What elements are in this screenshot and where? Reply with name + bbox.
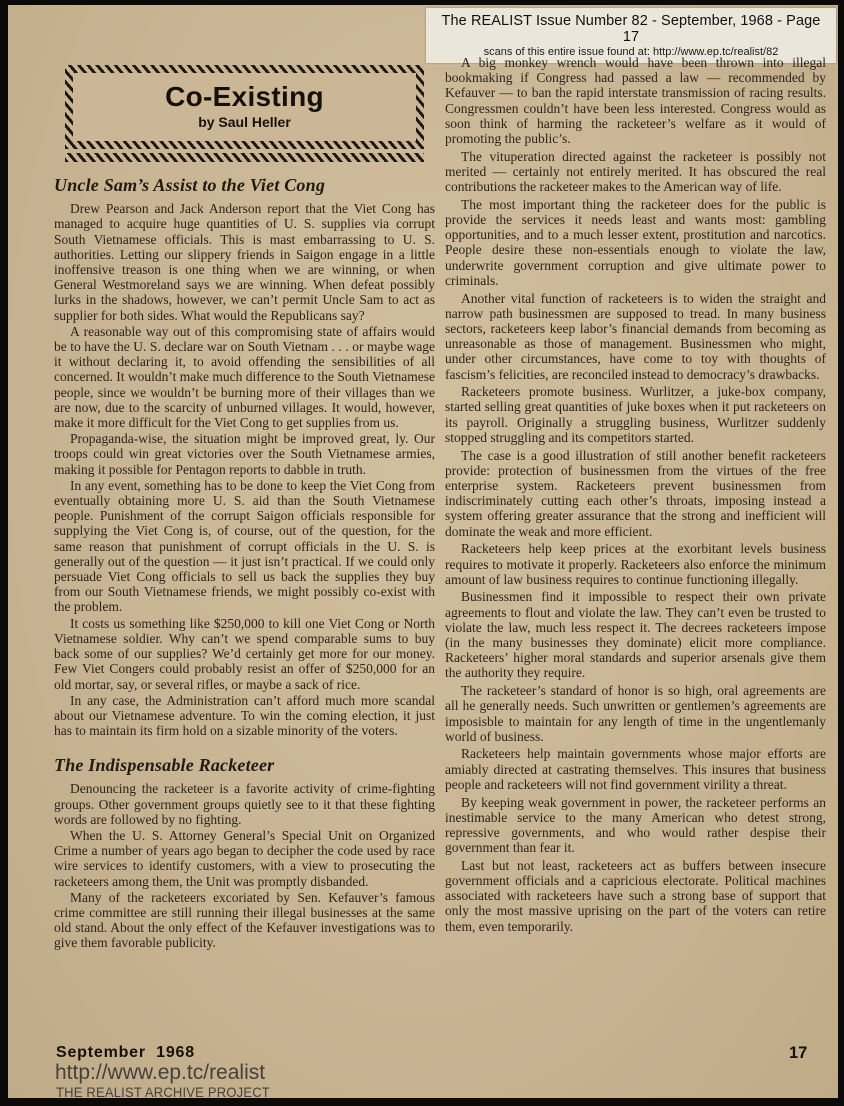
paragraph: The case is a good illustration of still another benefit racketeers provide: protection of businessmen from the virtues of the free enterprise system. Racketeers prevent businessmen from indiscriminately cutting each other’s throats, imposing instead a system offering greater assurance that the strong and inefficient will dominate the weak and more efficient. bbox=[445, 447, 826, 539]
decorative-striped-rule bbox=[65, 153, 424, 162]
paragraph: By keeping weak government in power, the racketeer performs an inestimable service to the many American who detest strong, repressive governments, and who would rather despise their government than fear it. bbox=[445, 794, 826, 856]
section-heading-indispensable-racketeer: The Indispensable Racketeer bbox=[54, 755, 275, 776]
paragraph: Denouncing the racketeer is a favorite activity of crime-fighting groups. Other government groups quietly see to it that these fighting words are followed by no fighting. bbox=[54, 781, 435, 827]
archive-url: http://www.ep.tc/realist bbox=[55, 1061, 266, 1084]
paragraph: A reasonable way out of this compromising state of affairs would be to have the U. S. declare war on South Vietnam . . . or maybe wage it without declaring it, to avoid offending the sensibilities of all concerned. It wouldn’t make much difference to the South Vietnamese people, since we wouldn’t be burning more of their villages than we are now, due to the scarcity of unburned villages. It would, however, make it more difficult for the Viet Cong to get supplies from us. bbox=[54, 323, 435, 431]
paragraph: Racketeers help keep prices at the exorbitant levels business requires to motivate it properly. Racketeers also enforce the minimum amount of law business requires to continue functioning illegally. bbox=[445, 541, 826, 587]
article-byline: by Saul Heller bbox=[198, 114, 291, 130]
paragraph: Another vital function of racketeers is to widen the straight and narrow path businessmen are supposed to tread. In many business sectors, racketeers keep labor’s financial demands from becoming as unreasonable as those of management. Businessmen who might, under other circumstances, have come to toy with thoughts of fascism’s felicities, are reconciled instead to democracy’s drawbacks. bbox=[445, 290, 826, 382]
right-column bbox=[445, 55, 826, 936]
scan-header-title: The REALIST Issue Number 82 - September, 1968 - Page 17 bbox=[441, 13, 821, 45]
left-column bbox=[54, 61, 435, 952]
paragraph: It costs us something like $250,000 to kill one Viet Cong or North Vietnamese soldier. Why can’t we spend comparable sums to buy back some of our supplies? We’d certainly get more for our money. Few Viet Congers could probably resist an offer of $250,000 for an old mortar, say, or several rifles, or maybe a sack of rice. bbox=[54, 615, 435, 692]
paragraph: A big monkey wrench would have been thrown into illegal bookmaking if Congress had passed a law — recommended by Kefauver — to ban the rapid interstate transmission of racing results. Congressmen couldn’t have been less interested. Congress would as soon think of harming the racketeer’s welfare as it would of promoting the public’s. bbox=[445, 55, 826, 147]
paragraph: The vituperation directed against the racketeer is possibly not merited — certainly not entirely merited. It has obscured the real contributions the racketeer makes to the American way of life. bbox=[445, 148, 826, 195]
paragraph: Many of the racketeers excoriated by Sen. Kefauver’s famous crime committee are still running their illegal businesses at the same old stand. About the only effect of the Kefauver investigations was to give them favorable publicity. bbox=[54, 889, 435, 951]
paragraph: Drew Pearson and Jack Anderson report that the Viet Cong has managed to acquire huge quantities of U. S. supplies via corrupt South Vietnamese officials. This is mast embarrassing to U. S. authorities. Letting our slippery friends in Saigon engage in a little inoffensive treason is one thing when we are winning, or when General Westmoreland says we are winning. When defeat possibly lurks in the shadows, however, we can’t permit Uncle Sam to act as supplier for both sides. What would the Republicans say? bbox=[54, 201, 435, 323]
page-number: 17 bbox=[789, 1044, 808, 1062]
paragraph: The most important thing the racketeer does for the public is provide the services it needs least and wants most: gambling opportunities, and to a much lesser extent, prostitution and narcotics. People desire these non-essentials enough to violate the law, underwrite government corruption and give ultimate power to criminals. bbox=[445, 196, 826, 288]
archive-project-label: THE REALIST ARCHIVE PROJECT bbox=[56, 1084, 270, 1101]
paragraph: Racketeers help maintain governments whose major efforts are amiably directed at castrating themselves. This insures that business people and racketeers will not find government virility a threat. bbox=[445, 746, 826, 792]
issue-date: September 1968 bbox=[56, 1044, 195, 1061]
article-title-block bbox=[65, 65, 424, 162]
section-heading-uncle-sam: Uncle Sam’s Assist to the Viet Cong bbox=[54, 175, 326, 196]
paper-background bbox=[8, 5, 838, 1101]
paragraph: Racketeers promote business. Wurlitzer, a juke-box company, started selling great quantities of juke boxes when it put racketeers on its payroll. Originally a struggling business, Wurlitzer suddenly stopped struggling and its competitors started. bbox=[445, 384, 826, 445]
scan-header-source-url: scans of this entire issue found at: http://www.ep.tc/realist/82 bbox=[483, 46, 779, 58]
paragraph: Last but not least, racketeers act as buffers between insecure government officials and a capricious electorate. Political machines associated with racketeers have such a strong base of support that only the most massive uprising on the part of the voters can retire them, even temporarily. bbox=[445, 857, 826, 934]
paragraph: In any event, something has to be done to keep the Viet Cong from eventually obtaining more U. S. aid than the South Vietnamese people. Punishment of the corrupt Saigon officials responsible for supplying the Viet Cong is, of course, out of the question, for the same reason that punishment of corrupt officials in the U. S. is generally out of the question — it just isn’t practical. If we could only persuade Viet Cong officials to sell us back the supplies they buy from our South Vietnamese friends, we might possibly co-exist with the problem. bbox=[54, 477, 435, 615]
paragraph: Businessmen find it impossible to respect their own private agreements to flout and violate the law. They can’t even be trusted to violate the law, much less respect it. The decrees racketeers impose (in the many businesses they dominate) elicit more compliance. Racketeers’ higher moral standards and superior arsenals give them the authority they require. bbox=[445, 589, 826, 681]
striped-border-box bbox=[65, 65, 424, 149]
paragraph: The racketeer’s standard of honor is so high, oral agreements are all he generally needs. Such unwritten or gentlemen’s agreements are imposisble to maintain for any length of time in the ungentlemanly world of business. bbox=[445, 683, 826, 744]
article-title: Co-Existing bbox=[165, 81, 324, 112]
title-box-inner bbox=[73, 73, 416, 141]
paragraph: Propaganda-wise, the situation might be improved great, ly. Our troops could win great victories over the South Vietnamese armies, making it possible for Pentagon reports to dabble in truth. bbox=[54, 431, 435, 477]
paragraph: In any case, the Administration can’t afford much more scandal about our Vietnamese adventure. To win the coming election, it just has to maintain its firm hold on a sizable minority of the voters. bbox=[54, 692, 435, 739]
paragraph: When the U. S. Attorney General’s Special Unit on Organized Crime a number of years ago began to decipher the code used by race wire services to identify customers, with a view to prosecuting the racketeers among them, the Unit was promptly disbanded. bbox=[54, 827, 435, 889]
